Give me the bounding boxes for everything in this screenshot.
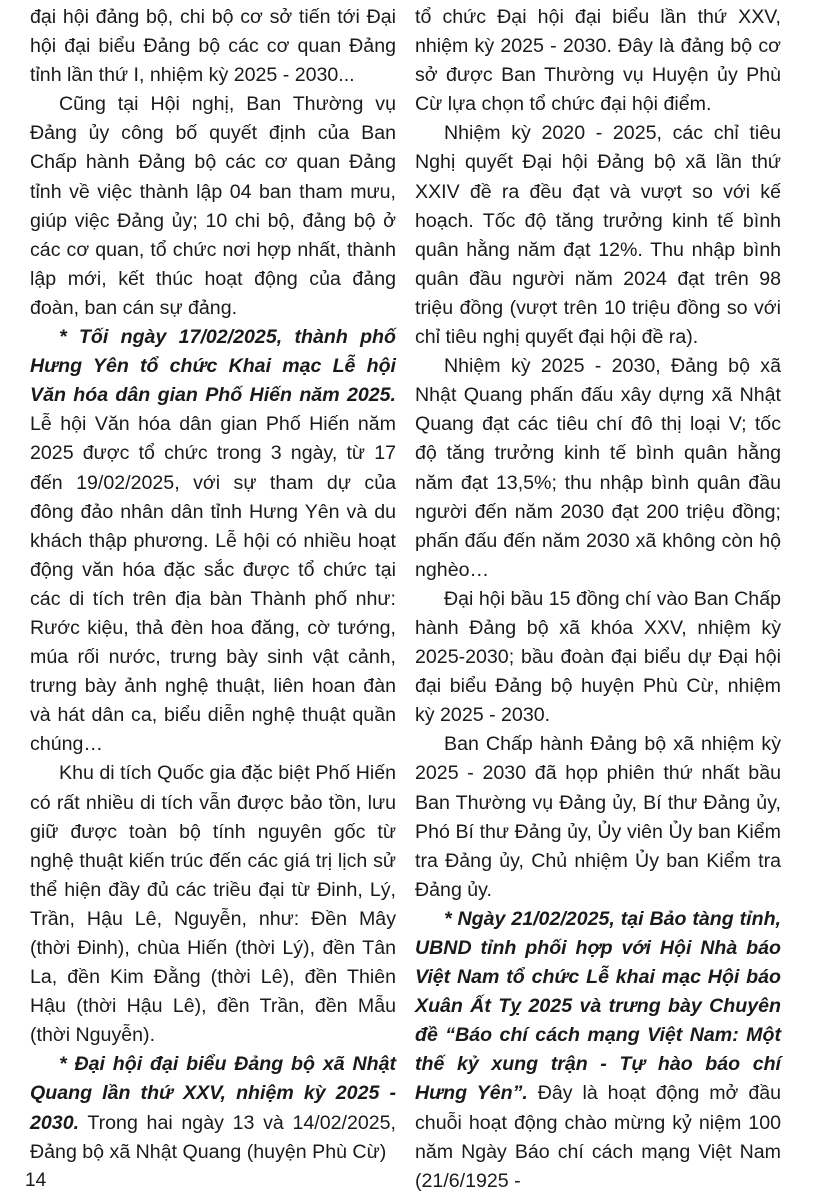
paragraph-ban-thuong-vu xyxy=(30,90,396,323)
paragraph-text: Đây là hoạt động mở đầu chuỗi hoạt động chào mừng kỷ niệm 100 năm Ngày Báo chí cách mạng Việt Nam (21/6/1925 - xyxy=(415,1082,782,1192)
news-headline: * Tối ngày 17/02/2025, thành phố Hưng Yên tổ chức Khai mạc Lễ hội Văn hóa dân gian Phố Hiến năm 2025. xyxy=(30,326,396,407)
paragraph-text: Cũng tại Hội nghị, Ban Thường vụ Đảng ủy công bố quyết định của Ban Chấp hành Đảng bộ các cơ quan Đảng tỉnh về việc thành lập 04 ban tham mưu, giúp việc Đảng ủy; 10 chi bộ, đảng bộ ở các cơ quan, tổ chức nơi hợp nhất, thành lập mới, kết thúc hoạt động của đảng đoàn, ban cán sự đảng. xyxy=(30,93,396,319)
page-number: 14 xyxy=(25,1170,47,1191)
paragraph-nhiem-ky-2020 xyxy=(415,119,781,352)
news-headline: * Đại hội đại biểu Đảng bộ xã Nhật Quang lần thứ XXV, nhiệm kỳ 2025 - 2030. xyxy=(30,1053,396,1134)
paragraph-ban-chap-hanh xyxy=(415,730,781,905)
paragraph-dai-hoi-bau xyxy=(415,585,781,730)
paragraph-le-hoi-pho-hien xyxy=(30,323,396,759)
paragraph-text: Đại hội bầu 15 đồng chí vào Ban Chấp hành Đảng bộ xã khóa XXV, nhiệm kỳ 2025-2030; bầu đoàn đại biểu dự Đại hội đại biểu Đảng bộ huyện Phù Cừ, nhiệm kỳ 2025 - 2030. xyxy=(415,587,781,727)
paragraph-text: Trong hai ngày 13 và 14/02/2025, Đảng bộ xã Nhật Quang (huyện Phù Cừ) xyxy=(30,1111,396,1163)
left-column xyxy=(30,3,396,1167)
paragraph-text: Nhiệm kỳ 2020 - 2025, các chỉ tiêu Nghị quyết Đại hội Đảng bộ xã lần thứ XXIV đề ra đều đạt và vượt so với kế hoạch. Tốc độ tăng trưởng kinh tế bình quân hằng năm đạt 12%. Thu nhập bình quân đầu người năm 2024 đạt trên 98 triệu đồng (vượt trên 10 triệu đồng so với chỉ tiêu nghị quyết đại hội đề ra). xyxy=(415,122,781,349)
paragraph-continuation xyxy=(415,3,781,119)
paragraph-text: Ban Chấp hành Đảng bộ xã nhiệm kỳ 2025 - 2030 đã họp phiên thứ nhất bầu Ban Thường vụ Đảng ủy, Bí thư Đảng ủy, Phó Bí thư Đảng ủy, Ủy viên Ủy ban Kiểm tra Đảng ủy, Chủ nhiệm Ủy ban Kiểm tra Đảng ủy. xyxy=(415,733,781,901)
paragraph-text: Nhiệm kỳ 2025 - 2030, Đảng bộ xã Nhật Quang phấn đấu xây dựng xã Nhật Quang đạt các tiêu chí đô thị loại V; tốc độ tăng trưởng kinh tế bình quân hằng năm đạt 13,5%; thu nhập bình quân đầu người đến năm 2030 đạt 200 triệu đồng; phấn đấu đến năm 2030 xã không còn hộ nghèo… xyxy=(415,355,781,581)
paragraph-text: tổ chức Đại hội đại biểu lần thứ XXV, nhiệm kỳ 2025 - 2030. Đây là đảng bộ cơ sở được Ban Thường vụ Huyện ủy Phù Cừ lựa chọn tổ chức đại hội điểm. xyxy=(415,6,781,116)
right-column xyxy=(415,3,781,1196)
paragraph-text: đại hội đảng bộ, chi bộ cơ sở tiến tới Đại hội đại biểu Đảng bộ các cơ quan Đảng tỉnh lần thứ I, nhiệm kỳ 2025 - 2030... xyxy=(30,6,396,87)
paragraph-khu-di-tich xyxy=(30,759,396,1050)
paragraph-text: Lễ hội Văn hóa dân gian Phố Hiến năm 2025 được tổ chức trong 3 ngày, từ 17 đến 19/02/2025, với sự tham dự của đông đảo nhân dân tỉnh Hưng Yên và du khách thập phương. Lễ hội có nhiều hoạt động văn hóa đặc sắc được tổ chức tại các di tích trên địa bàn Thành phố như: Rước kiệu, thả đèn hoa đăng, cờ tướng, múa rối nước, trưng bày sinh vật cảnh, trưng bày ảnh nghệ thuật, liên hoan đàn và hát dân ca, biểu diễn nghệ thuật quần chúng… xyxy=(30,413,396,756)
paragraph-text: Khu di tích Quốc gia đặc biệt Phố Hiến có rất nhiều di tích vẫn được bảo tồn, lưu giữ được toàn bộ tính nguyên gốc từ nghệ thuật kiến trúc đến các giá trị lịch sử thể hiện đầy đủ các triều đại từ Đinh, Lý, Trần, Hậu Lê, Nguyễn, như: Đền Mây (thời Đinh), chùa Hiến (thời Lý), đền Tân La, đền Kim Đằng (thời Lê), đền Thiên Hậu (thời Hậu Lê), đền Trần, đền Mẫu (thời Nguyễn). xyxy=(30,762,396,1047)
news-headline: * Ngày 21/02/2025, tại Bảo tàng tỉnh, UBND tỉnh phối hợp với Hội Nhà báo Việt Nam tổ chức Lễ khai mạc Hội báo Xuân Ất Tỵ 2025 và trưng bày Chuyên đề “Báo chí cách mạng Việt Nam: Một thế kỷ xung trận - Tự hào báo chí Hưng Yên”. xyxy=(415,907,781,1105)
paragraph-hoi-bao-xuan xyxy=(415,905,781,1196)
paragraph-dai-hoi-nhat-quang xyxy=(30,1050,396,1166)
paragraph-continuation xyxy=(30,3,396,90)
paragraph-nhiem-ky-2025 xyxy=(415,352,781,585)
